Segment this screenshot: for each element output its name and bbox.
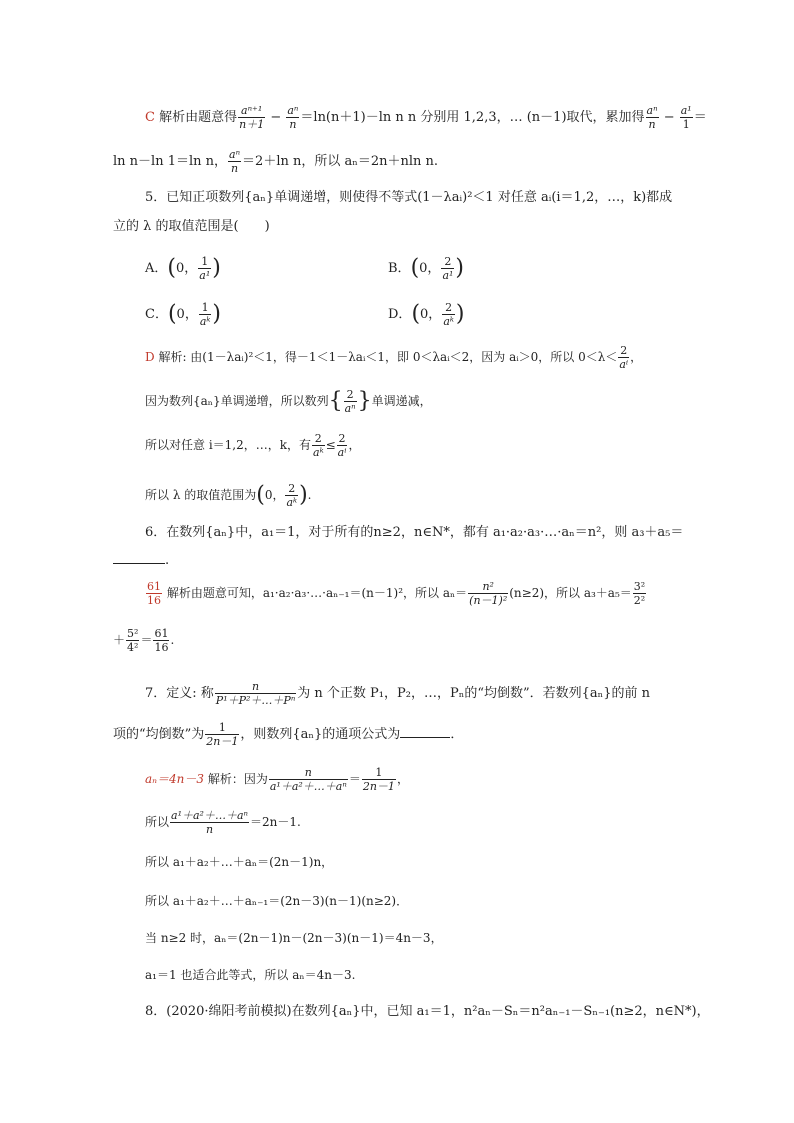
q4-fraction-2: $\frac{\text{aⁿ}}{n}$ bbox=[287, 104, 299, 131]
q7-solution-line-5: 当 n≥2 时，aₙ＝(2n－1)n－(2n－3)(n－1)＝4n－3， bbox=[145, 931, 443, 945]
q5-solution-line-2: 因为数列{aₙ}单调递增，所以数列{ $\frac{2}{\text{aⁿ}}$ }单调递减， bbox=[145, 388, 432, 415]
q7-stem-line-2: 项的“均倒数”为 $\frac{1}{2n-1}$ ，则数列{aₙ}的通项公式为 ． bbox=[113, 721, 464, 748]
q5-solution-line-4: 所以 λ 的取值范围为(0， $\frac{2}{\text{aᵏ}}$ ). bbox=[145, 482, 312, 509]
q4-fraction-4: $\frac{\text{a¹}}{1}$ bbox=[680, 104, 692, 131]
q7-solution-line-3: 所以 a₁＋a₂＋…＋aₙ＝(2n－1)n， bbox=[145, 855, 334, 869]
q7-solution-line-2: 所以 $\frac{\text{a¹＋a²＋…＋aⁿ}}{n}$ ＝2n－1. bbox=[145, 809, 301, 836]
q6-answer-blank: . bbox=[113, 551, 169, 570]
q7-solution-line-1: aₙ＝4n－3 解析：因为 $\frac{n}{\text{a¹＋a²＋…＋aⁿ}}$ ＝ $\frac{1}{2n-1}$ ， bbox=[145, 766, 409, 793]
q7-solution-line-4: 所以 a₁＋a₂＋…＋aₙ₋₁＝(2n－3)(n－1)(n≥2)． bbox=[145, 894, 409, 908]
q4-sol-label: 解析由题意得 bbox=[159, 110, 238, 125]
q5-option-a: A．(0， $\frac{1}{\text{a¹}}$ ) bbox=[145, 255, 221, 282]
q7-stem-line-1: 7．定义: 称 $\frac{n}{\text{P¹＋P²＋…＋Pⁿ}}$ 为 n 个正数 P₁，P₂，…，Pₙ的“均倒数”．若数列{aₙ}的前 n bbox=[145, 680, 651, 707]
q6-solution-line-2: ＋ $\frac{\text{5²}}{\text{4²}}$ ＝ $\frac{61}{16}$ . bbox=[113, 627, 175, 654]
q5-stem-line-1: 5．已知正项数列{aₙ}单调递增，则使得不等式(1－λaᵢ)²＜1 对任意 aᵢ(i＝1,2，…，k)都成 bbox=[145, 190, 673, 205]
q5-solution-line-1: D 解析: 由(1－λaᵢ)²＜1，得－1＜1－λaᵢ＜1，即 0＜λaᵢ＜2，因为 aᵢ＞0，所以 0＜λ＜ $\frac{2}{\text{aⁱ}}$ ， bbox=[145, 344, 643, 371]
q6-solution-line-1: $\frac{61}{16}$ 解析由题意可知，a₁·a₂·a₃·…·aₙ₋₁＝(n－1)²，所以 aₙ＝ $\frac{\text{n²}}{\text{(n－1)²}}$ (n≥2)，所以 a₃＋a₅＝ $\frac{\text{3²}}{\text{2²}}$ bbox=[147, 580, 646, 607]
q7-answer: aₙ＝4n－3 bbox=[145, 772, 205, 786]
q6-stem-line-1: 6．在数列{aₙ}中，a₁＝1，对于所有的n≥2，n∈N*，都有 a₁·a₂·a₃·…·aₙ＝n²，则 a₃＋a₅＝ bbox=[145, 525, 684, 540]
q6-answer: $\frac{61}{16}$ bbox=[147, 580, 161, 607]
q5-solution-line-3: 所以对任意 i＝1,2，…，k，有 $\frac{2}{\text{aᵏ}}$ ≤ $\frac{2}{\text{aⁱ}}$ ， bbox=[145, 432, 361, 459]
q4-fraction-5: $\frac{\text{aⁿ}}{n}$ bbox=[229, 148, 241, 175]
q5-option-d: D．(0， $\frac{2}{\text{aᵏ}}$ ) bbox=[388, 301, 465, 328]
q5-option-c: C．(0， $\frac{1}{\text{aᵏ}}$ ) bbox=[145, 301, 221, 328]
q5-stem-line-2: 立的 λ 的取值范围是( ) bbox=[113, 219, 270, 234]
q7-solution-line-6: a₁＝1 也适合此等式，所以 aₙ＝4n－3. bbox=[145, 968, 356, 982]
q4-answer: C bbox=[145, 110, 155, 125]
q4-sol-mid: ＝ln(n＋1)－ln n n 分别用 1,2,3，… (n－1)取代，累加得 bbox=[300, 110, 645, 125]
q4-solution-line-1: C 解析由题意得 $\frac{\text{aⁿ⁺¹}}{n+1}$ − $\frac{\text{aⁿ}}{n}$ ＝ln(n＋1)－ln n n 分别用 1,2,3，… (n－1)取代，累加得 $\frac{\text{aⁿ}}{n}$ − $\frac{\text{a¹}}{1}$ ＝ bbox=[145, 104, 707, 131]
q5-answer: D bbox=[145, 350, 155, 364]
q8-stem-line-1: 8．(2020·绵阳考前模拟)在数列{aₙ}中，已知 a₁＝1，n²aₙ－Sₙ＝n²aₙ₋₁－Sₙ₋₁(n≥2，n∈N*)， bbox=[145, 1004, 710, 1019]
q4-solution-line-2: ln n－ln 1＝ln n， $\frac{\text{aⁿ}}{n}$ ＝2＋ln n，所以 aₙ＝2n＋nln n. bbox=[113, 148, 439, 175]
q4-fraction-3: $\frac{\text{aⁿ}}{n}$ bbox=[646, 104, 658, 131]
q5-option-b: B．(0， $\frac{2}{\text{a¹}}$ ) bbox=[388, 255, 464, 282]
q4-fraction-1: $\frac{\text{aⁿ⁺¹}}{n+1}$ bbox=[239, 104, 265, 131]
